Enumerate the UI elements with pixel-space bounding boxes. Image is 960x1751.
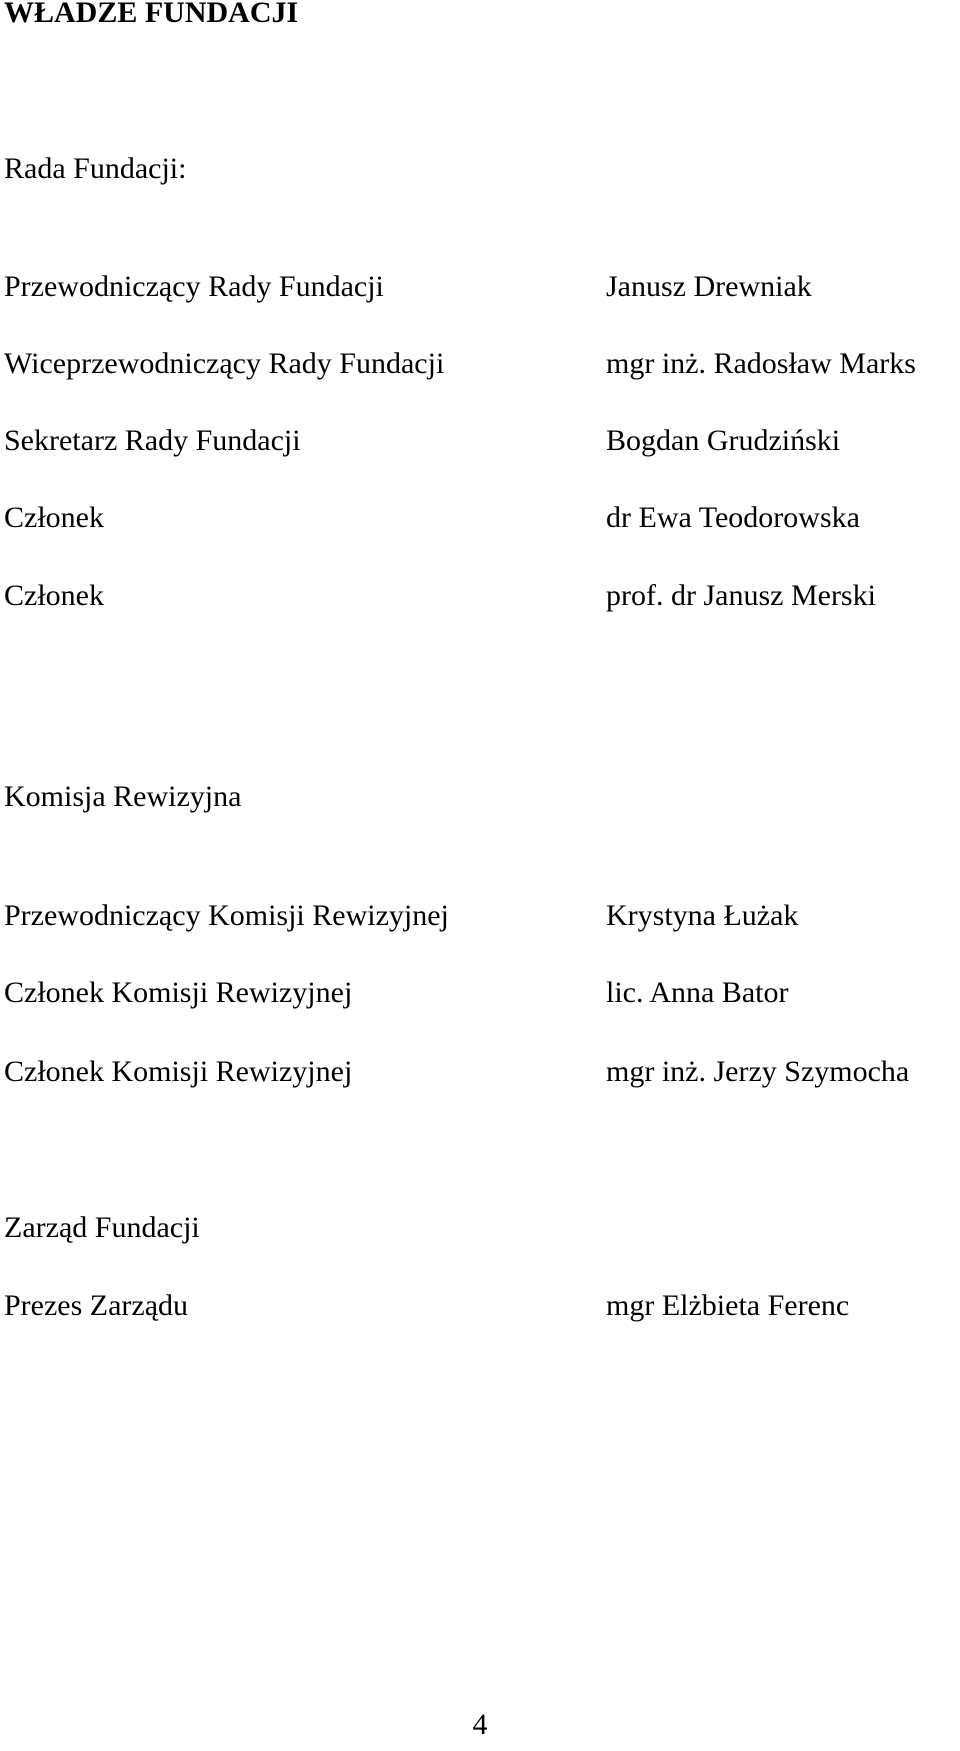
rada-role-3: Sekretarz Rady Fundacji [4, 424, 301, 457]
rada-role-5: Członek [4, 579, 104, 612]
zarzad-name-1: mgr Elżbieta Ferenc [606, 1289, 850, 1322]
rada-name-5: prof. dr Janusz Merski [606, 579, 876, 612]
rada-role-4: Członek [4, 501, 104, 534]
rada-name-1: Janusz Drewniak [606, 270, 812, 303]
rada-role-1: Przewodniczący Rady Fundacji [4, 270, 384, 303]
komisja-name-2: lic. Anna Bator [606, 976, 789, 1009]
page-title: WŁADZE FUNDACJI [4, 0, 299, 29]
komisja-heading: Komisja Rewizyjna [4, 780, 242, 813]
komisja-role-1: Przewodniczący Komisji Rewizyjnej [4, 899, 449, 932]
komisja-role-3: Członek Komisji Rewizyjnej [4, 1055, 353, 1088]
page-number: 4 [472, 1708, 488, 1741]
rada-name-2: mgr inż. Radosław Marks [606, 347, 916, 380]
zarzad-role-1: Prezes Zarządu [4, 1289, 189, 1322]
rada-heading: Rada Fundacji: [4, 152, 187, 185]
rada-name-3: Bogdan Grudziński [606, 424, 841, 457]
rada-role-2: Wiceprzewodniczący Rady Fundacji [4, 347, 445, 380]
rada-name-4: dr Ewa Teodorowska [606, 501, 860, 534]
zarzad-heading: Zarząd Fundacji [4, 1211, 200, 1244]
komisja-role-2: Członek Komisji Rewizyjnej [4, 976, 353, 1009]
komisja-name-3: mgr inż. Jerzy Szymocha [606, 1055, 910, 1088]
komisja-name-1: Krystyna Łużak [606, 899, 799, 932]
